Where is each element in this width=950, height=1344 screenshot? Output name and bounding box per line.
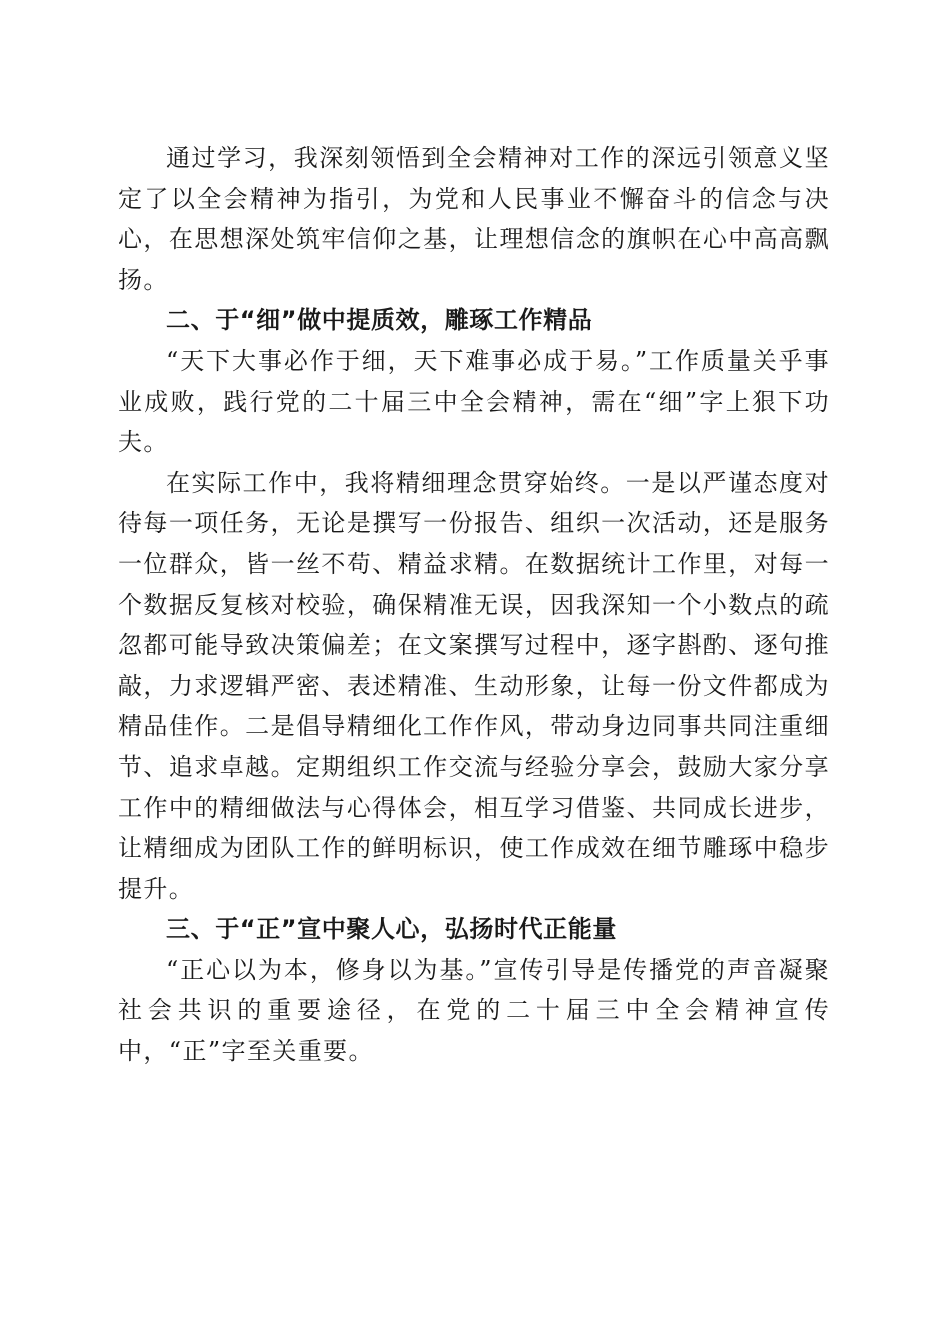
section-heading: 三、于“正”宣中聚人心，弘扬时代正能量 [166, 915, 617, 944]
section-heading: 二、于“细”做中提质效，雕琢工作精品 [166, 306, 593, 335]
body-paragraph: “正心以为本，修身以为基。”宣传引导是传播党的声音凝聚社会共识的重要途径，在党的二十届三中全会精神宣传中，“正”字至关重要。 [118, 955, 830, 1066]
document-page [118, 138, 830, 1072]
body-paragraph: 通过学习，我深刻领悟到全会精神对工作的深远引领意义坚定了以全会精神为指引，为党和人民事业不懈奋斗的信念与决心，在思想深处筑牢信仰之基，让理想信念的旗帜在心中高高飘扬。 [118, 144, 830, 294]
body-paragraph: “天下大事必作于细，天下难事必成于易。”工作质量关乎事业成败，践行党的二十届三中全会精神，需在“细”字上狠下功夫。 [118, 346, 830, 457]
body-paragraph: 在实际工作中，我将精细理念贯穿始终。一是以严谨态度对待每一项任务，无论是撰写一份报告、组织一次活动，还是服务一位群众，皆一丝不苟、精益求精。在数据统计工作里，对每一个数据反复核对校验，确保精准无误，因我深知一个小数点的疏忽都可能导致决策偏差；在文案撰写过程中，逐字斟酌、逐句推敲，力求逻辑严密、表述精准、生动形象，让每一份文件都成为精品佳作。二是倡导精细化工作作风，带动身边同事共同注重细节、追求卓越。定期组织工作交流与经验分享会，鼓励大家分享工作中的精细做法与心得体会，相互学习借鉴、共同成长进步，让精细成为团队工作的鲜明标识，使工作成效在细节雕琢中稳步提升。 [118, 468, 830, 903]
